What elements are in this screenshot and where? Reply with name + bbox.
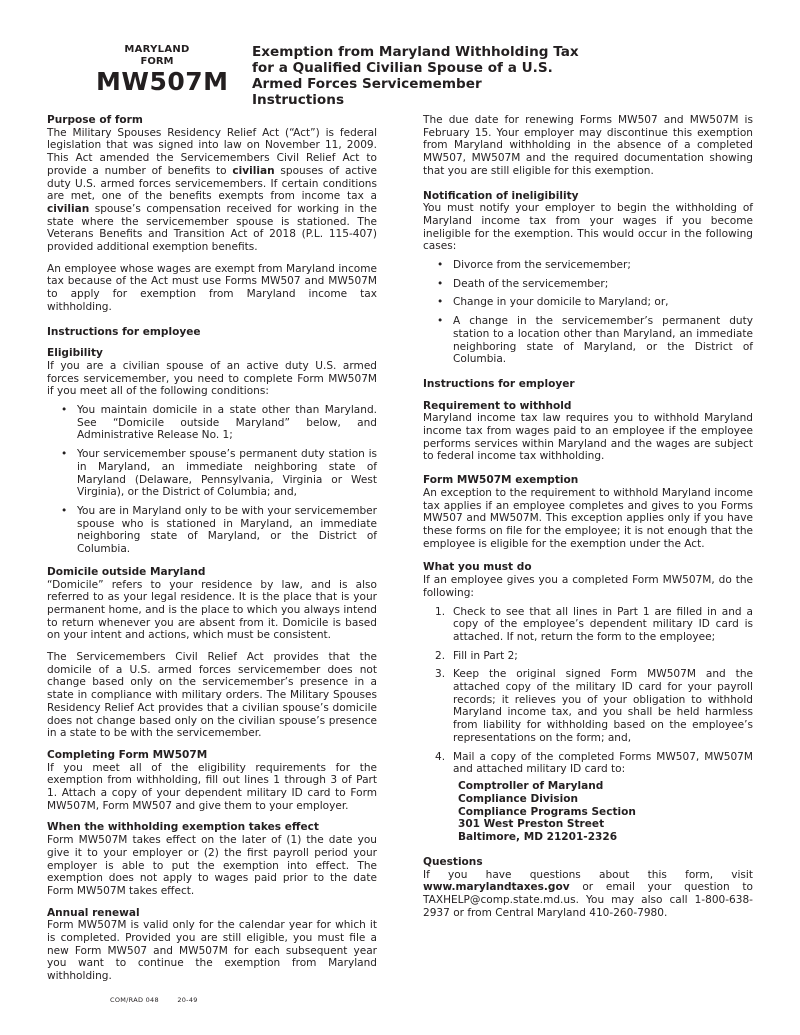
ineligibility-heading: Notification of ineligibility (423, 189, 579, 202)
title-line: for a Qualified Civilian Spouse of a U.S. (252, 60, 553, 76)
website-link[interactable]: www.marylandtaxes.gov (423, 881, 570, 894)
list-item: • You are in Maryland only to be with your servicemember spouse who is stationed in Maryland, an immediate neighboring state of Maryland, or the District of Columbia. (61, 504, 377, 556)
exemption-heading: Form MW507M exemption (423, 474, 579, 487)
title-line: Exemption from Maryland Withholding Tax (252, 44, 579, 60)
eligibility-heading: Eligibility (47, 347, 103, 360)
list-item: 1. Check to see that all lines in Part 1 are filled in and a copy of the employee’s dependent military ID card is attached. If not, return the form to the employee; (435, 605, 753, 643)
form-footer (110, 996, 214, 1004)
right-column (423, 114, 753, 919)
title-line: Instructions (252, 92, 345, 108)
address-line: Compliance Programs Section (458, 805, 636, 818)
ineligibility-paragraph: You must notify your employer to begin the withholding of Maryland income tax from your wages if you become ineligible for the exemption. This would occur in the following cases: (423, 202, 753, 253)
due-date-paragraph: The due date for renewing Forms MW507 and MW507M is February 15. Your employer may discontinue this exemption from Maryland withholding in the absence of a completed MW507, MW507M and the required documentation showing that you are still eligible for this exemption. (423, 114, 753, 177)
purpose-paragraph-2: An employee whose wages are exempt from Maryland income tax because of the Act must use Forms MW507 and MW507M to apply for exemption from Maryland income tax withholding. (47, 262, 377, 313)
page-title (252, 44, 612, 108)
list-item: • A change in the servicemember’s permanent duty station to a location other than Maryland, an immediate neighboring state of Maryland, or the District of Columbia. (437, 315, 753, 366)
must-do-intro: If an employee gives you a completed Form MW507M, do the following: (423, 574, 753, 599)
form-state: MARYLAND (124, 44, 190, 55)
purpose-paragraph: The Military Spouses Residency Relief Act (“Act”) is federal legislation that was signed into law on November 11, 2009. This Act amended the Servicemembers Civil Relief Act to provide a number of benefits to civilian spouses of active duty U.S. armed forces servicemembers. If certain conditions are met, one of the benefits exempts from income tax a civilian spouse’s compensation received for working in the state where the servicemember spouse is stationed. The Veterans Benefits and Transition Act of 2018 (P.L. 115-407) provided additional exemption benefits. (47, 126, 377, 254)
list-item: • You maintain domicile in a state other than Maryland. See “Domicile outside Maryland” below, and Administrative Release No. 1; (61, 404, 377, 442)
footer-revision: 20-49 (177, 996, 198, 1004)
mailing-address (423, 780, 753, 844)
questions-heading: Questions (423, 855, 483, 868)
address-line: Comptroller of Maryland (458, 779, 604, 792)
employer-instructions-heading: Instructions for employer (423, 377, 575, 390)
must-do-steps (423, 606, 753, 776)
list-item: 3. Keep the original signed Form MW507M and the attached copy of the military ID card for your payroll records; it relieves you of your obligation to withhold Maryland income tax, and you shall be held harmless from liability for withholding based on the employee’s representations on the form; and, (435, 668, 753, 744)
effect-paragraph: Form MW507M takes effect on the later of (1) the date you give it to your employer or (2) the first payroll period your employer is able to put the exemption into effect. The exemption does not apply to wages paid prior to the date Form MW507M takes effect. (47, 834, 377, 897)
purpose-heading: Purpose of form (47, 114, 143, 126)
completing-paragraph: If you meet all of the eligibility requirements for the exemption from withholding, fill out lines 1 through 3 of Part 1. Attach a copy of your dependent military ID card to Form MW507M, Form MW507 and give them to your employer. (47, 761, 377, 812)
form-identifier (96, 44, 229, 96)
eligibility-intro: If you are a civilian spouse of an active duty U.S. armed forces servicemember, you need to complete Form MW507M if you meet all of the following conditions: (47, 359, 377, 398)
list-item: • Divorce from the servicemember; (437, 259, 631, 272)
list-item: • Change in your domicile to Maryland; or, (437, 296, 669, 309)
form-code: MW507M (96, 67, 229, 96)
exemption-paragraph: An exception to the requirement to withhold Maryland income tax applies if an employee completes and gives to you Forms MW507 and MW507M. This exception applies only if you have these forms on file for the employee; it is not enough that the employee is eligible for the exemption under the Act. (423, 486, 753, 550)
list-item: 2. Fill in Part 2; (435, 649, 518, 662)
completing-heading: Completing Form MW507M (47, 748, 208, 761)
renewal-paragraph: Form MW507M is valid only for the calendar year for which it is completed. Provided you are still eligible, you must file a new Form MW507 and MW507M for each subsequent year you want to continue the exemption from Maryland withholding. (47, 919, 377, 983)
ineligibility-list (423, 259, 753, 366)
list-item: 4. Mail a copy of the completed Forms MW507, MW507M and attached military ID card to: (435, 750, 753, 776)
domicile-heading: Domicile outside Maryland (47, 565, 206, 578)
form-word: FORM (140, 56, 174, 67)
domicile-paragraph: “Domicile” refers to your residence by law, and is also referred to as your legal residence. It is the place that is your permanent home, and is the place to which you always intend to return whenever you are absent from it. Domicile is based on your intent and actions, which must be consistent. (47, 578, 377, 642)
address-line: 301 West Preston Street (458, 818, 605, 831)
list-item: • Your servicemember spouse’s permanent duty station is in Maryland, an immediate neighboring state of Maryland (Delaware, Pennsylvania, Virginia or West Virginia), or the District of Columbia; and, (61, 448, 377, 499)
address-line: Compliance Division (458, 792, 578, 805)
renewal-heading: Annual renewal (47, 906, 140, 919)
employee-instructions-heading: Instructions for employee (47, 325, 201, 338)
requirement-heading: Requirement to withhold (423, 399, 572, 412)
left-column (47, 114, 377, 983)
requirement-paragraph: Maryland income tax law requires you to withhold Maryland income tax from wages paid to an employee if the employee performs services within Maryland and the wages are subject to federal income tax withholding. (423, 412, 753, 463)
eligibility-list (47, 404, 377, 556)
address-line: Baltimore, MD 21201-2326 (458, 831, 618, 844)
must-do-heading: What you must do (423, 561, 532, 574)
list-item: • Death of the servicemember; (437, 277, 609, 290)
effect-heading: When the withholding exemption takes effect (47, 821, 319, 834)
domicile-paragraph-2: The Servicemembers Civil Relief Act provides that the domicile of a U.S. armed forces servicemember does not change based only on the servicemember’s presence in a state in compliance with military orders. The Military Spouses Residency Relief Act provides that a civilian spouse’s domicile does not change based only on the civilian spouse’s presence in a state to be with the servicemember. (47, 651, 377, 740)
title-line: Armed Forces Servicemember (252, 76, 482, 92)
footer-form-code: COM/RAD 048 (110, 996, 159, 1004)
questions-paragraph: If you have questions about this form, visit www.marylandtaxes.gov or email your question to TAXHELP@comp.state.md.us. You may also call 1-800-638-2937 or from Central Maryland 410-260-7980. (423, 868, 753, 919)
